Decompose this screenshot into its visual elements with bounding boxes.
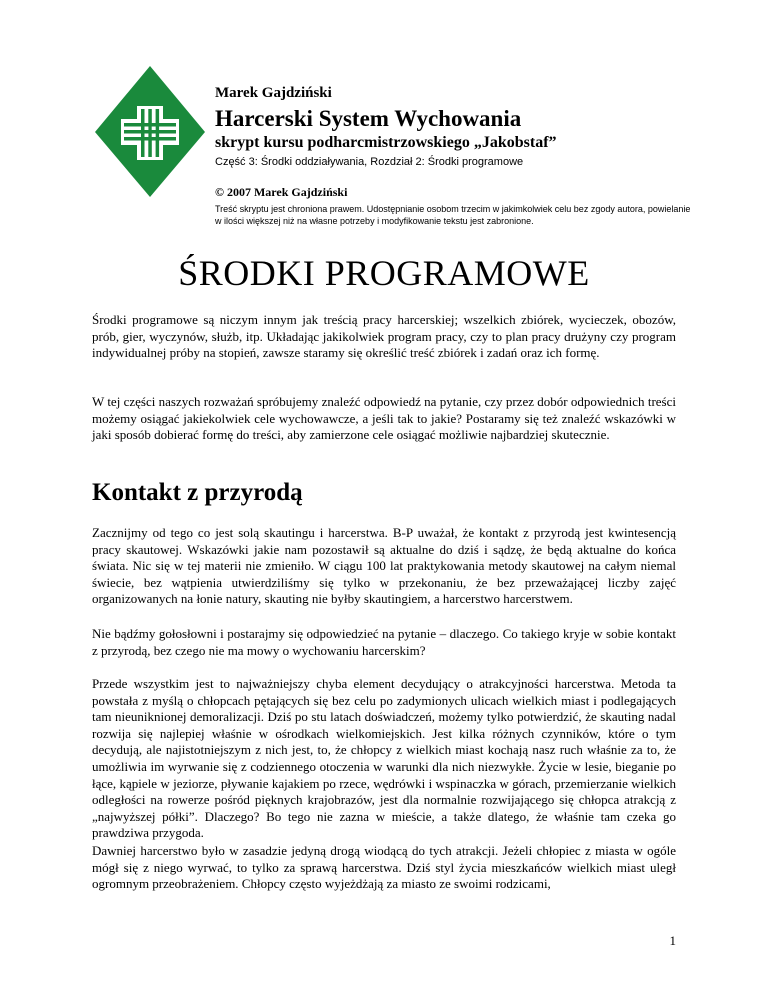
document-header — [215, 84, 695, 169]
section-paragraph: Zacznijmy od tego co jest solą skautingu i harcerstwa. B-P uważał, że kontakt z przyrodą jest kwintesencją pracy skautowej. Wskazówki jakie nam pozostawił są aktualne do dziś i sądzę, że będą aktualne do końca świata. Nic się w tej materii nie zmieniło. W ciągu 100 lat praktykowania metody skautowej na całym niemal świecie, bez wątpienia utwierdziliśmy się tylko w przekonaniu, że bez przeważającej liczby zajęć organizowanych na łonie natury, skauting nie byłby skautingiem, a harcerstwo harcerstwem. — [92, 525, 676, 607]
section-paragraph: Nie bądźmy gołosłowni i postarajmy się odpowiedzieć na pytanie – dlaczego. Co takiego kryje w sobie kontakt z przyrodą, bez czego nie ma mowy o wychowaniu harcerskim? — [92, 626, 676, 658]
part-chapter-line: Część 3: Środki oddziaływania, Rozdział 2: Środki programowe — [215, 156, 524, 168]
header-subtitle: skrypt kursu podharcmistrzowskiego „Jakobstaf” — [215, 134, 557, 151]
intro-paragraph: W tej części naszych rozważań spróbujemy znaleźć odpowiedź na pytanie, czy przez dobór odpowiednich treści możemy osiągać jakiekolwiek cele wychowawcze, a jeśli tak to jakie? Postaramy się też znaleźć wskazówki w jaki sposób dobierać formę do treści, aby zamierzone cele osiągać możliwie najbardziej skutecznie. — [92, 394, 676, 443]
page-number: 1 — [669, 933, 676, 948]
copyright-block — [215, 185, 695, 227]
copyright-line: © 2007 Marek Gajdziński — [215, 185, 348, 199]
document-title: ŚRODKI PROGRAMOWE — [178, 253, 590, 293]
intro-paragraph: Środki programowe są niczym innym jak treścią pracy harcerskiej; wszelkich zbiórek, wycieczek, obozów, prób, gier, wyczynów, służb, itp. Układając jakikolwiek program pracy, czy to plan pracy drużyny czy program indywidualnej próby na stopień, zawsze staramy się określić treść zbiórek i zadań oraz ich formę. — [92, 312, 676, 361]
section-paragraph: Przede wszystkim jest to najważniejszy chyba element decydujący o atrakcyjności harcerstwa. Metoda ta powstała z myślą o chłopcach pętających się bez celu po zadymionych ulicach wielkich miast i podlegających tam nieuniknionej demoralizacji. Dziś po stu latach doświadczeń, możemy tylko potwierdzić, że skauting nadal rozwija się najlepiej właśnie w ośrodkach wielkomiejskich. Jest kilka różnych czynników, które o tym decydują, ale najistotniejszym z nich jest, to, że chłopcy z wielkich miast kochają nasz ruch właśnie za to, że umożliwia im wyrwanie się z codziennego otoczenia w warunki dla nich niezwykłe. Życie w lesie, bieganie po łące, kąpiele w jeziorze, pływanie kajakiem po rzece, wędrówki i wspinaczka w górach, przemierzanie wielkich odległości na rowerze pośród pięknych krajobrazów, jest dla normalnie rozwijającego się chłopca atrakcją z „najwyższej półki”. Dlaczego? Bo tego nie zazna w mieście, a także dlatego, że właśnie tam czeka go prawdziwa przygoda. — [92, 676, 676, 841]
scout-cross-emblem-icon — [93, 64, 207, 199]
section-heading: Kontakt z przyrodą — [92, 479, 303, 506]
author-name: Marek Gajdziński — [215, 85, 332, 101]
copyright-note: Treść skryptu jest chroniona prawem. Udostępnianie osobom trzecim w jakimkolwiek celu bez zgody autora, powielanie w ilości większej niż na własne potrzeby i modyfikowanie tekstu jest zabronione. — [215, 204, 691, 226]
section-paragraph: Dawniej harcerstwo było w zasadzie jedyną drogą wiodącą do tych atrakcji. Jeżeli chłopiec z miasta w ogóle mógł się z niego wyrwać, to tylko za sprawą harcerstwa. Dziś styl życia mieszkańców wielkich miast uległ ogromnym przeobrażeniem. Chłopcy często wyjeżdżają za miasto ze swoimi rodzicami, — [92, 843, 676, 892]
header-title: Harcerski System Wychowania — [215, 106, 522, 131]
